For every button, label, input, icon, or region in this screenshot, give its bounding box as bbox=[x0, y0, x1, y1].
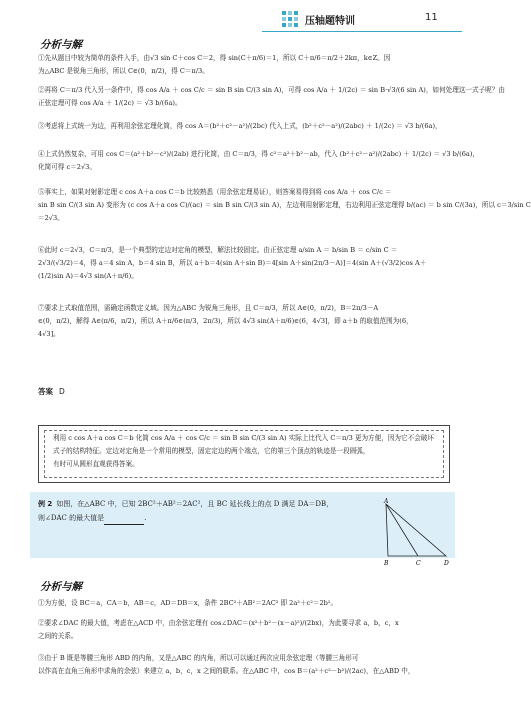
step-7 bbox=[38, 302, 448, 341]
step-4-line-1: ④上式仍然复杂，可用 cos C＝(a²＋b²－c²)/(2ab) 进行化简，由 C＝π/3，得 c²＝a²＋b²－ab，代入 (b²＋c²－a²)/(2abc) ＋ 1/(2c) ＝ √3 b/(6a)， bbox=[38, 150, 479, 158]
page-header bbox=[0, 0, 480, 34]
figure-label-b: B bbox=[384, 560, 389, 567]
step-5-line-1: ⑤事实上，如果对射影定理 c cos A＋a cos C＝b 比较熟悉（用余弦定理易证），则答案易得到将 cos A/a ＋ cos C/c ＝ bbox=[38, 188, 392, 196]
example-line-1: 如图，在△ABC 中，已知 2BC²＋AB²＝2AC²，且 BC 延长线上的点 D 满足 DA＝DB， bbox=[56, 500, 334, 508]
ex-step-1 bbox=[38, 597, 448, 610]
answer-label: 答案 bbox=[38, 387, 53, 396]
step-5-line-2: sin B sin C/(3 sin A) 变形为 (c cos A＋a cos C)/(ac) ＝ sin B sin C/(3 sin A)，左边利用射影定理，右边利用正弦定理得 b/(ac) ＝ b sin C/(3a)，所以 c＝3/sin C bbox=[38, 201, 531, 209]
section-tag-analysis-2: 分析与解 bbox=[36, 578, 88, 595]
step-5-line-3: ＝2√3。 bbox=[38, 214, 64, 222]
figure-label-a: A bbox=[384, 498, 389, 505]
ex-step-1-line-1: ①为方便，设 BC＝a，CA＝b，AB＝c，AD＝DB＝x，条件 2BC²＋AB²＝2AC² 即 2a²＋c²＝2b²。 bbox=[38, 599, 338, 607]
example-label: 例 2 bbox=[38, 500, 53, 508]
reflection-line-2: 式子的结构特征。定边对定角是一个常用的模型，固定定边的两个端点，它的第三个顶点的轨迹是一段圆弧， bbox=[53, 447, 370, 455]
section-tag-reflection: 解后反思 bbox=[36, 404, 88, 421]
step-1-line-1: ①先从题目中较为简单的条件入手，由√3 sin C＋cos C＝2，得 sin(C＋π/6)＝1，所以 C＋π/6＝π/2＋2kπ，k∈Z。因 bbox=[38, 54, 391, 62]
figure-label-d: D bbox=[444, 560, 449, 567]
ex-step-3 bbox=[38, 652, 448, 678]
step-1-line-2: 为△ABC 是锐角三角形，所以 C∈(0，π/2)，得 C＝π/3。 bbox=[38, 67, 209, 75]
header-squares-icon bbox=[282, 11, 298, 27]
step-6 bbox=[38, 244, 448, 283]
reflection-line-1: 利用 c cos A＋a cos C＝b 化简 cos A/a ＋ cos C/c ＝ sin B sin C/(3 sin A) 实际上比代入 C＝π/3 更为方便，因为它不会破坏 bbox=[53, 434, 434, 442]
step-5 bbox=[38, 186, 531, 225]
triangle-figure bbox=[378, 498, 454, 568]
answer bbox=[38, 386, 65, 397]
step-6-line-1: ⑥此时 c＝2√3，C＝π/3，是一个典型的定边对定角的模型，解法比较固定。由正弦定理 a/sin A ＝ b/sin B ＝ c/sin C ＝ bbox=[38, 246, 398, 254]
ex-step-2-line-1: ②要求∠DAC 的最大值，考虑在△ACD 中，由余弦定理有 cos∠DAC＝(x²＋b²－(x－a)²)/(2bx)，为此要寻求 a，b，c，x bbox=[38, 619, 399, 627]
step-7-line-2: ∈(0，π/2)，解得 A∈(π/6，π/2)，所以 A＋π/6∈(π/3，2π/3)，所以 4√3 sin(A＋π/6)∈(6，4√3]，即 a＋b 的取值范围为(6， bbox=[38, 317, 413, 325]
segment-ac bbox=[386, 504, 418, 556]
header-title: 压轴题特训 bbox=[305, 16, 355, 27]
reflection-line-3: 有时可从圆形直观获得答案。 bbox=[53, 460, 139, 468]
answer-value: D bbox=[59, 387, 65, 396]
step-6-line-2: 2√3/(√3/2)＝4，得 a＝4 sin A，b＝4 sin B，所以 a＋b＝4(sin A＋sin B)＝4[sin A＋sin(2π/3－A)]＝4(sin A＋(√3/2)cos A＋ bbox=[38, 259, 427, 267]
reflection-text bbox=[53, 432, 438, 471]
page-number: 11 bbox=[425, 12, 438, 23]
step-4 bbox=[38, 148, 479, 174]
step-7-line-1: ⑦要求上式取值范围，需确定函数定义域。因为△ABC 为锐角三角形，且 C＝π/3，所以 A∈(0，π/2)，B＝2π/3－A bbox=[38, 304, 379, 312]
ex-step-3-line-1: ③由于 B 既是等腰三角形 ABD 的内角，又是△ABC 的内角，所以可以通过两次应用余弦定理（等腰三角形可 bbox=[38, 654, 359, 662]
step-2-line-2: 正弦定理可得 cos A/a ＋ 1/(2c) ＝ √3 b/(6a)。 bbox=[38, 99, 182, 107]
triangle-abd bbox=[386, 504, 446, 556]
answer-blank bbox=[104, 516, 144, 525]
step-7-line-3: 4√3]。 bbox=[38, 330, 60, 338]
step-1 bbox=[38, 52, 448, 78]
reflection-box bbox=[38, 425, 450, 483]
step-6-line-3: (1/2)sin A)＝4√3 sin(A＋π/6)。 bbox=[38, 272, 138, 280]
step-2 bbox=[38, 84, 505, 110]
ex-step-2 bbox=[38, 617, 448, 643]
header-rule bbox=[262, 31, 462, 32]
example-text: 例 2 如图，在△ABC 中，已知 2BC²＋AB²＝2AC²，且 BC 延长线上的点 D 满足 DA＝DB， 则∠DAC 的最大值是 . bbox=[38, 497, 388, 525]
ex-step-2-line-2: 之间的关系。 bbox=[38, 632, 78, 640]
example-line-2: 则∠DAC 的最大值是 bbox=[38, 514, 105, 522]
step-3-line-1: ③考虑将上式统一为边，再利用余弦定理化简，得 cos A＝(b²＋c²－a²)/(2bc) 代入上式，(b²＋c²－a²)/(2abc) ＋ 1/(2c) ＝ √3 b/(6a)， bbox=[38, 122, 442, 130]
figure-label-c: C bbox=[416, 560, 421, 567]
step-2-line-1: ②再将 C＝π/3 代入另一条件中，得 cos A/a ＋ cos C/c ＝ sin B sin C/(3 sin A)，可得 cos A/a ＋ 1/(2c) ＝ sin B·√3/(6 sin A)，如何处理这一式子呢？由 bbox=[38, 86, 505, 94]
step-3 bbox=[38, 120, 448, 133]
step-4-line-2: 化简可得 c＝2√3。 bbox=[38, 163, 96, 171]
ex-step-3-line-2: 以作高在直角三角形中求角的余弦）来建立 a，b，c，x 之间的联系。在△ABC 中，cos B＝(a²＋c²－b²)/(2ac)，在△ABD 中， bbox=[38, 667, 415, 675]
section-tag-analysis: 分析与解 bbox=[36, 36, 88, 53]
